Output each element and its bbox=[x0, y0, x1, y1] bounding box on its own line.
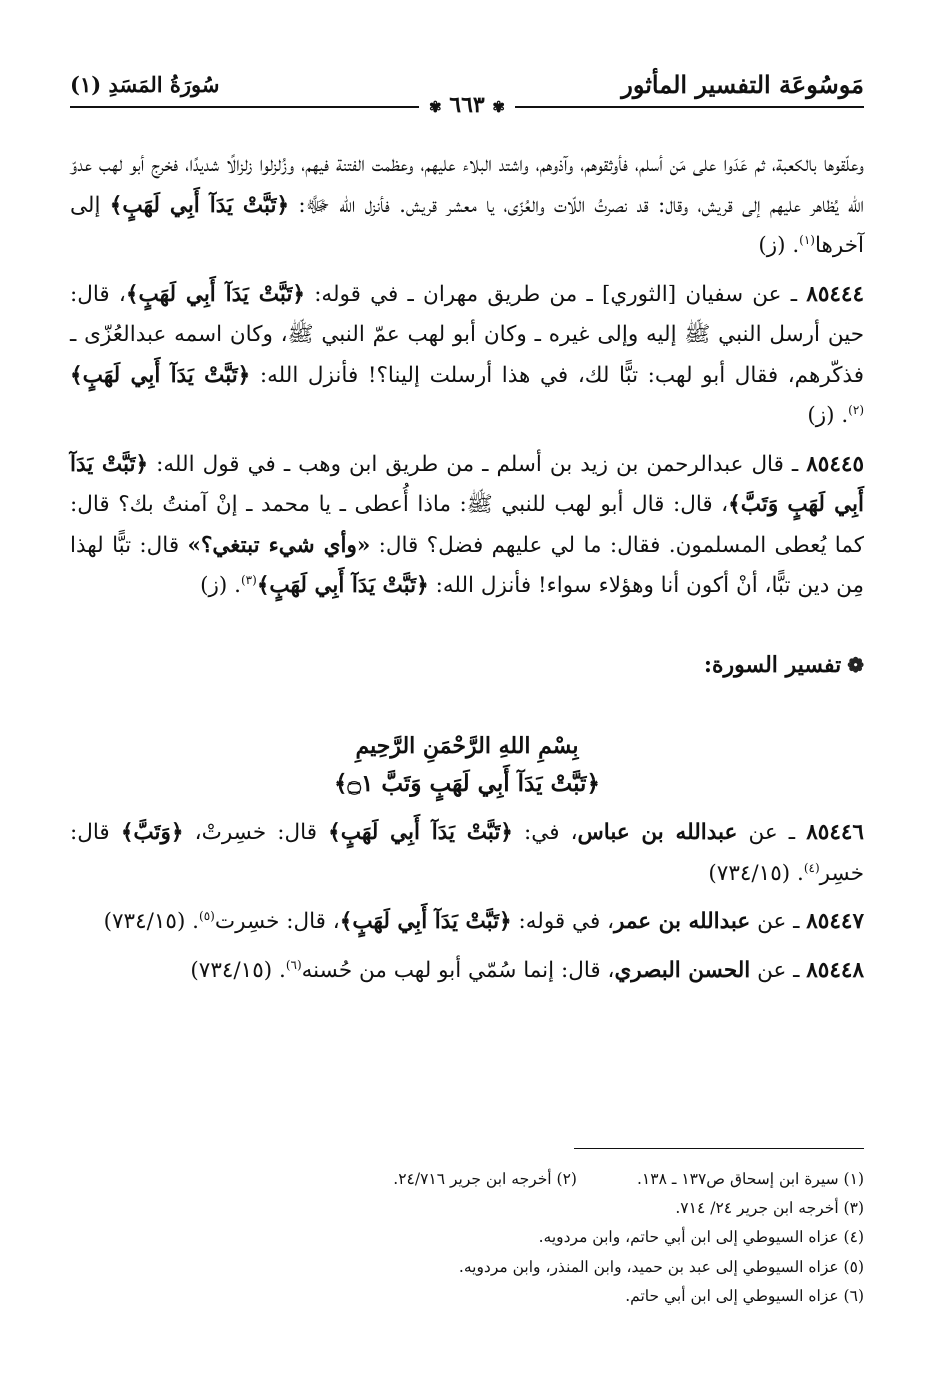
narration-number: ٨٥٤٤٥ bbox=[806, 451, 864, 477]
paragraph-text: ، في قوله: bbox=[518, 909, 615, 934]
quran-quote: ﴿تَبَّتْ يَدَآ أَبِي لَهَبٍ﴾ bbox=[109, 192, 290, 218]
narration-85447 bbox=[70, 902, 864, 943]
quran-quote: ﴿وَتَبَّ﴾ bbox=[120, 820, 184, 845]
footnote-marker: (١) bbox=[799, 232, 815, 247]
ornament-icon: ✾ bbox=[429, 98, 442, 116]
paragraph-text: وعلّقوها بالكعبة، ثم عَدَوا على مَن أسلم، فأوثقوهم، وآذوهم، واشتد البلاء عليهم، وعظمت الفتنة فيهم، وزُلزلوا زلزالًا شديدًا، فخرج أبو لهب عدوّ الله يُظاهر عليهم إلى قريش، وقال: قد نصرتُ اللّات والعُزّى، يا معشر قريش. فأنزل الله ﷻ: bbox=[70, 152, 864, 218]
footnote-marker: (٥) bbox=[199, 908, 215, 923]
footnote-2: (٢) أخرجه ابن جرير ٢٤/٧١٦. bbox=[393, 1170, 577, 1188]
source-ref: . (ز) bbox=[807, 403, 849, 428]
surah-name: سُورَةُ المَسَدِ (١) bbox=[70, 72, 220, 97]
narration-85448 bbox=[70, 951, 864, 992]
footnote-rule bbox=[574, 1148, 864, 1149]
paragraph-text: ـ عن bbox=[748, 820, 796, 845]
page-body bbox=[70, 145, 864, 991]
narrator-name: الحسن البصري bbox=[614, 957, 751, 983]
paragraph-text: ، قال: حين أرسل النبي ﷺ إليه وإلى غيره ـ وكان أبو لهب عمّ النبي ﷺ، وكان اسمه عبدالعُزّى ـ فذكّرهم، فقال أبو لهب: تبًّا لك، في هذا أرسلت إلينا؟! فأنزل الله: bbox=[70, 281, 864, 388]
book-title: مَوسُوعَة التفسير المأثور bbox=[621, 70, 864, 99]
ornament-icon: ✾ bbox=[492, 98, 505, 116]
paragraph-text: ـ عن bbox=[757, 909, 800, 934]
paragraph-text: ـ عن سفيان [الثوري] ـ من طريق مهران ـ في قوله: bbox=[314, 281, 798, 307]
footnote-5: (٥) عزاه السيوطي إلى عبد بن حميد، وابن المنذر، وابن مردويه. bbox=[458, 1257, 864, 1276]
paragraph-text: إلى آخرها bbox=[70, 192, 864, 258]
footnote-marker: (٦) bbox=[285, 957, 302, 972]
paragraph-text: ، في: bbox=[524, 820, 578, 845]
paragraph-text: ـ عن bbox=[757, 957, 800, 983]
footnote-3: (٣) أخرجه ابن جرير ٢٤/ ٧١٤. bbox=[675, 1199, 864, 1218]
quran-quote: ﴿تَبَّتْ يَدَآ أَبِي لَهَبٍ﴾ bbox=[339, 909, 512, 934]
footnote-marker: (٢) bbox=[848, 402, 864, 417]
paragraph-text: قال: خسِرتْ، bbox=[194, 820, 317, 845]
section-heading bbox=[70, 645, 864, 686]
paragraph-text: ، قال: إنما سُمّي أبو لهب من حُسنه bbox=[301, 957, 615, 983]
page-header bbox=[70, 70, 864, 118]
narration-85445 bbox=[70, 445, 864, 607]
prophet-saying: «وأي شيء تبتغي؟» bbox=[187, 532, 371, 558]
paragraph-continuation bbox=[70, 145, 864, 267]
paragraph-text: ، قال: خسِرت bbox=[214, 909, 340, 934]
verse-heading: ﴿تَبَّتْ يَدَآ أَبِي لَهَبٍ وَتَبَّ ۝١﴾ bbox=[334, 770, 600, 797]
source-ref: . (ز) bbox=[758, 233, 800, 258]
footnote-1: (١) سيرة ابن إسحاق ص١٣٧ ـ ١٣٨. bbox=[636, 1170, 864, 1188]
narrator-name: عبدالله بن عباس bbox=[577, 820, 738, 845]
paragraph-text: قال: تبًّا لهذا مِن دين تبًّا، أنْ أكون أنا وهؤلاء سواء! فأنزل الله: bbox=[70, 532, 864, 598]
narrator-name: عبدالله بن عمر bbox=[614, 909, 751, 934]
narration-85444 bbox=[70, 275, 864, 437]
narration-85446 bbox=[70, 813, 864, 894]
quran-quote: ﴿تَبَّتْ يَدَآ أَبِي لَهَبٍ﴾ bbox=[256, 573, 429, 598]
source-ref: . (٧٣٤/١٥) bbox=[103, 909, 200, 934]
quran-quote: ﴿تَبَّتْ يَدَآ أَبِي لَهَبٍ﴾ bbox=[328, 820, 513, 845]
paragraph-text: قال: خسِر bbox=[70, 820, 864, 886]
paragraph-text: ـ قال عبدالرحمن بن زيد بن أسلم ـ من طريق ابن وهب ـ في قول الله: bbox=[156, 451, 799, 477]
footnote-6: (٦) عزاه السيوطي إلى ابن أبي حاتم. bbox=[625, 1286, 864, 1305]
narration-number: ٨٥٤٤٦ bbox=[806, 820, 864, 845]
footnotes bbox=[70, 1148, 864, 1311]
paragraph-text: ، قال: قال أبو لهب للنبي ﷺ: ماذا أُعطى ـ يا محمد ـ إنْ آمنتُ بك؟ قال: كما يُعطى المسلمون. فقال: ما لي عليهم فضل؟ قال: bbox=[70, 492, 864, 558]
footnote-marker: (٤) bbox=[803, 860, 820, 875]
narration-number: ٨٥٤٤٧ bbox=[806, 909, 864, 934]
narration-number: ٨٥٤٤٨ bbox=[806, 957, 864, 983]
source-ref: . (٧٣٤/١٥) bbox=[708, 860, 804, 886]
page-number: ٦٦٣ bbox=[449, 92, 485, 118]
basmala: بِسْمِ اللهِ الرَّحْمَنِ الرَّحِيمِ bbox=[355, 733, 579, 759]
page-number-block bbox=[419, 92, 515, 118]
section-title: تفسير السورة: bbox=[703, 651, 842, 678]
source-ref: . (٧٣٤/١٥) bbox=[190, 957, 286, 983]
quran-quote: ﴿تَبَّتْ يَدَآ أَبِي لَهَبٍ﴾ bbox=[125, 281, 305, 307]
narration-number: ٨٥٤٤٤ bbox=[806, 281, 865, 307]
quran-quote: ﴿تَبَّتْ يَدَآ أَبِي لَهَبٍ وَتَبَّ﴾ bbox=[70, 451, 864, 517]
footnote-row bbox=[70, 1165, 864, 1194]
quran-quote: ﴿تَبَّتْ يَدَآ أَبِي لَهَبٍ﴾ bbox=[70, 362, 251, 388]
footnote-4: (٤) عزاه السيوطي إلى ابن أبي حاتم، وابن مردويه. bbox=[538, 1228, 864, 1247]
footnote-marker: (٣) bbox=[240, 572, 257, 587]
flower-icon: ❁ bbox=[847, 652, 864, 677]
source-ref: . (ز) bbox=[200, 573, 241, 598]
